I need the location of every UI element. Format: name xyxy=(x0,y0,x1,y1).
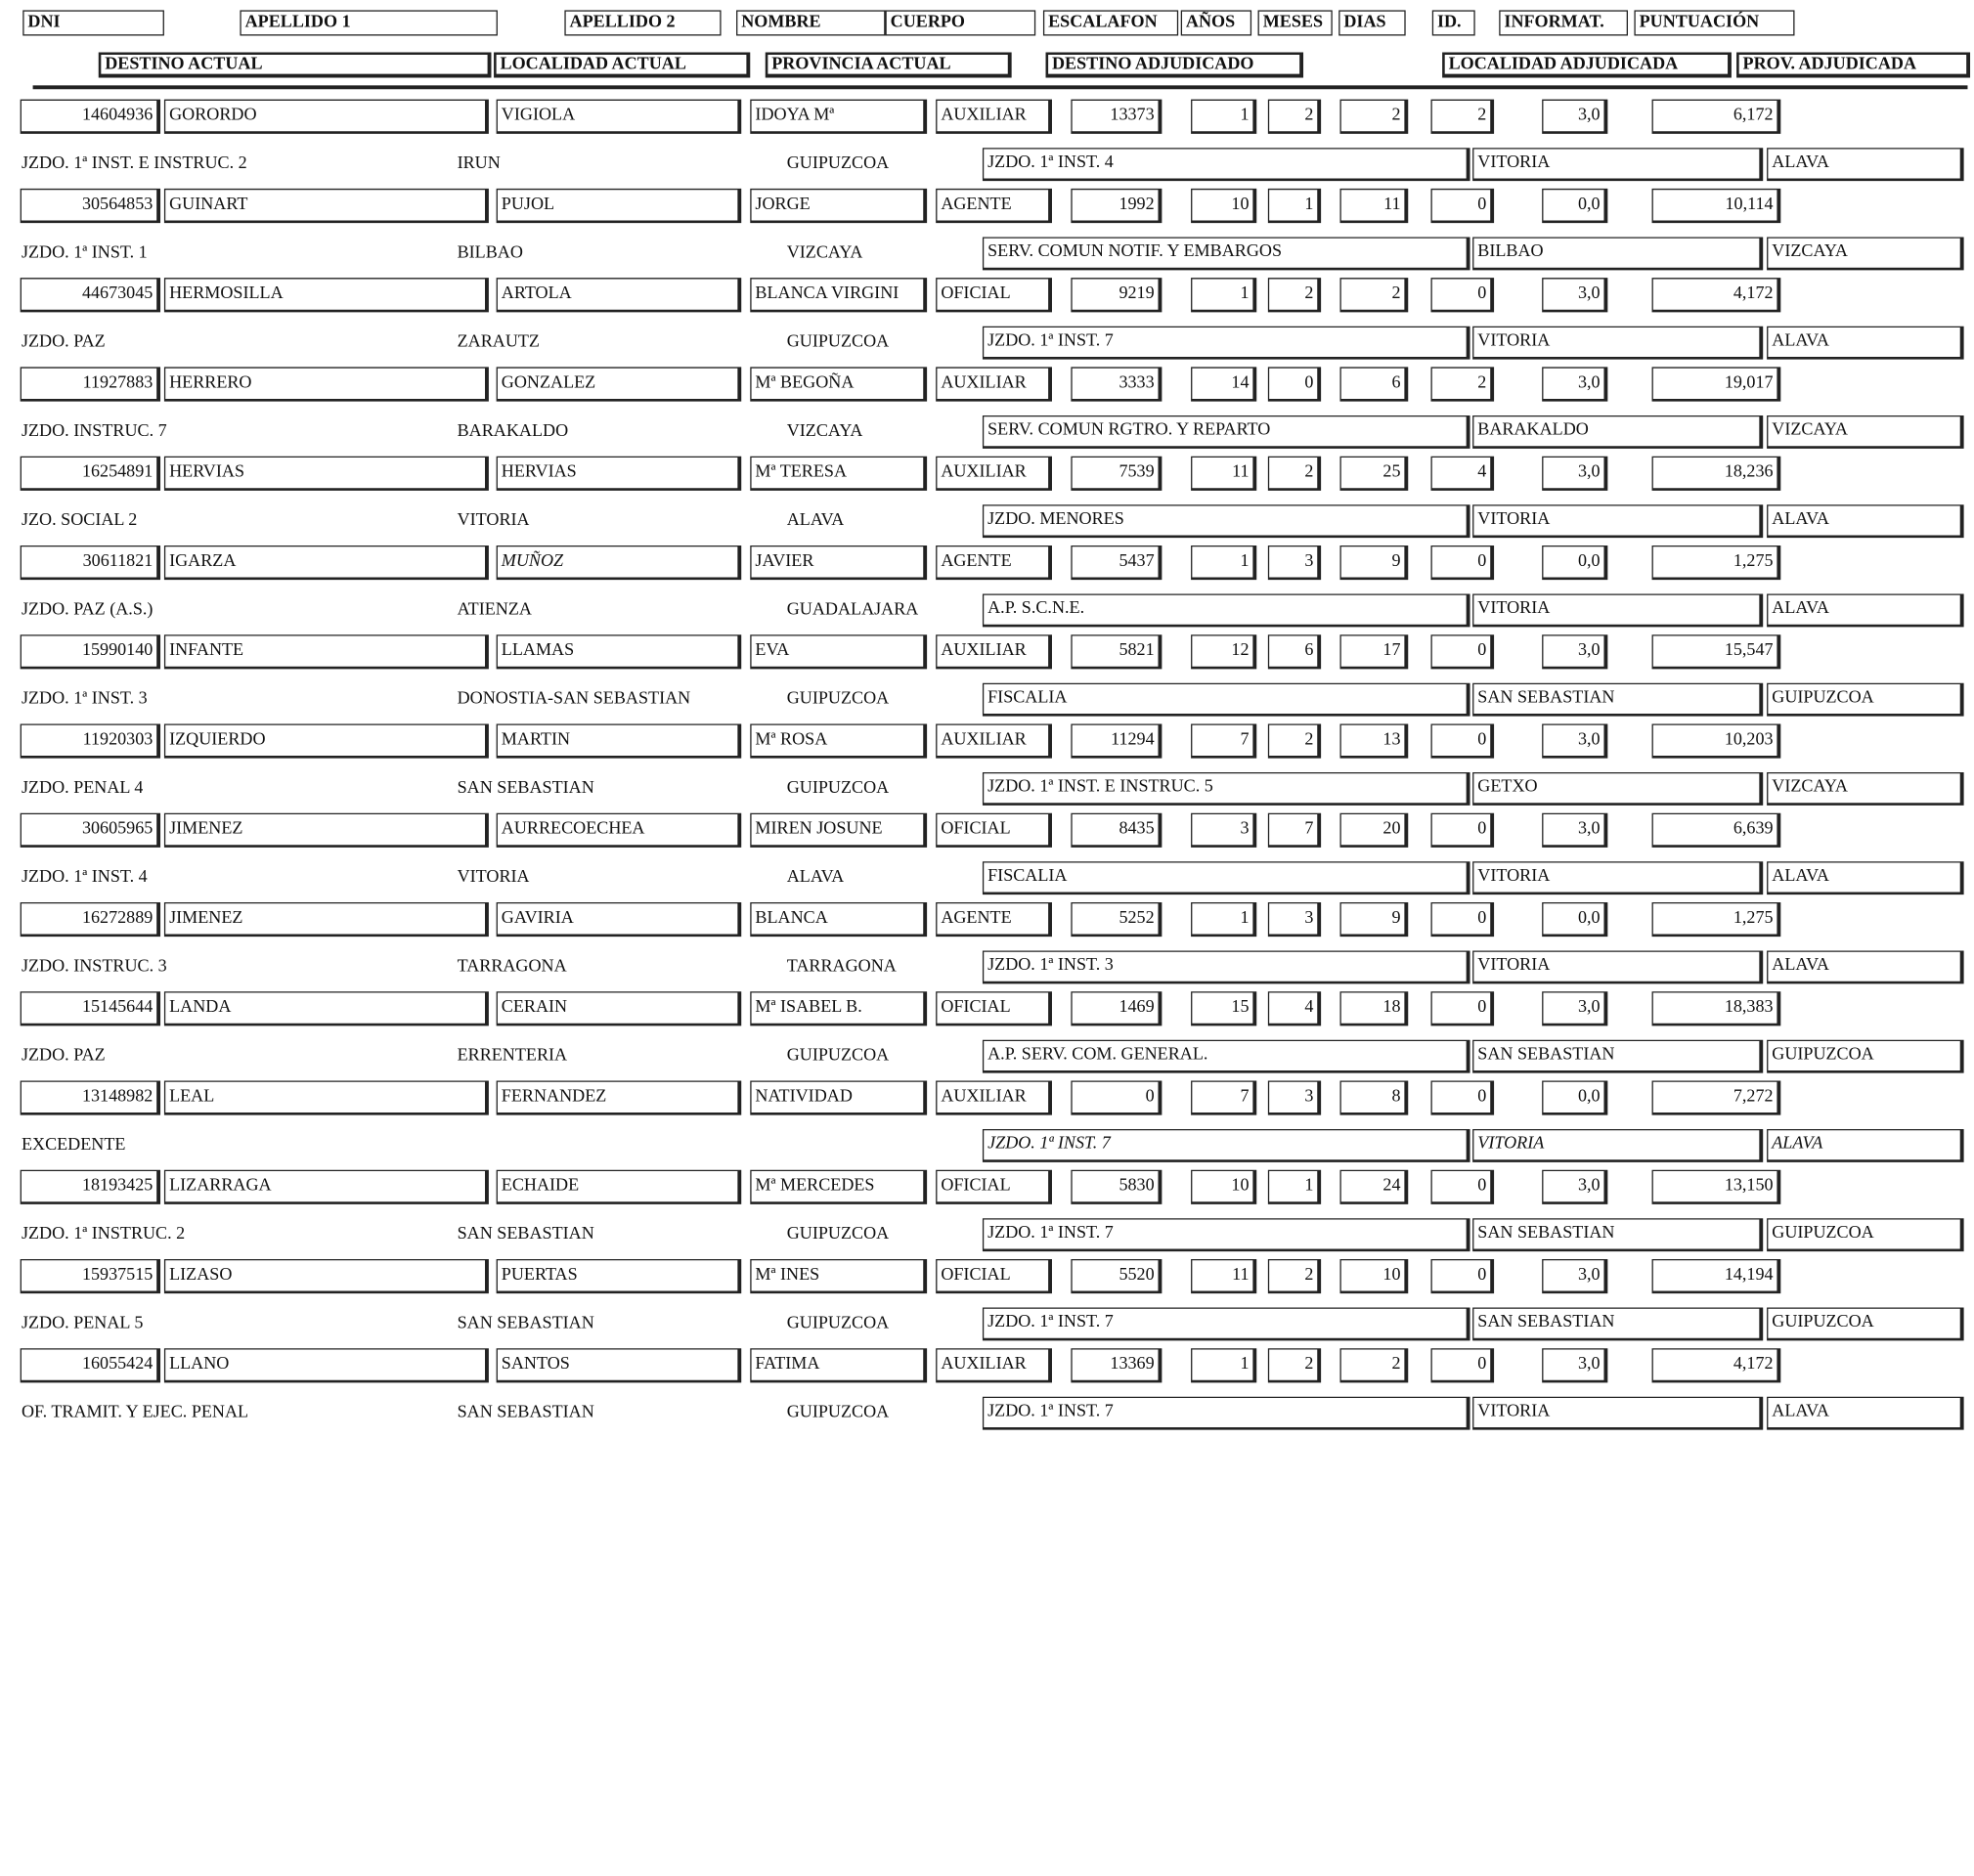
field-escalafon: 1469 xyxy=(1071,991,1162,1025)
field-destino-adjudicado: SERV. COMUN NOTIF. Y EMBARGOS xyxy=(983,237,1470,270)
field-informat: 3,0 xyxy=(1542,457,1607,491)
field-escalafon: 8435 xyxy=(1071,813,1162,848)
field-puntuacion: 13,150 xyxy=(1652,1170,1781,1204)
field-apellido2: FERNANDEZ xyxy=(497,1080,742,1114)
field-apellido1: LLANO xyxy=(164,1348,489,1382)
field-id: 0 xyxy=(1430,723,1494,758)
field-localidad-actual: VITORIA xyxy=(457,867,530,888)
header-rule xyxy=(33,85,1968,89)
field-destino-actual: JZDO. PAZ xyxy=(21,1046,106,1066)
field-meses: 7 xyxy=(1268,813,1321,848)
field-dias: 8 xyxy=(1339,1080,1408,1114)
field-anos: 3 xyxy=(1191,813,1256,848)
field-informat: 3,0 xyxy=(1542,1348,1607,1382)
field-meses: 2 xyxy=(1268,1348,1321,1382)
field-nombre: BLANCA VIRGINI xyxy=(750,278,927,312)
header-id: ID. xyxy=(1432,10,1475,35)
field-cuerpo: AGENTE xyxy=(936,902,1052,937)
field-destino-adjudicado: JZDO. 1ª INST. 7 xyxy=(983,327,1470,360)
field-localidad-actual: VITORIA xyxy=(457,510,530,531)
field-prov-adjudicada: ALAVA xyxy=(1767,148,1964,181)
field-apellido2: AURRECOECHEA xyxy=(497,813,742,848)
header-escalafon: ESCALAFON xyxy=(1043,10,1178,35)
field-provincia-actual: GUIPUZCOA xyxy=(786,1224,890,1244)
field-meses: 2 xyxy=(1268,100,1321,134)
field-id: 2 xyxy=(1430,100,1494,134)
field-prov-adjudicada: ALAVA xyxy=(1767,593,1964,627)
field-nombre: FATIMA xyxy=(750,1348,927,1382)
field-localidad-adjudicada: VITORIA xyxy=(1472,861,1763,894)
header-destino-adjudicado: DESTINO ADJUDICADO xyxy=(1046,52,1304,77)
field-nombre: MIREN JOSUNE xyxy=(750,813,927,848)
field-cuerpo: AUXILIAR xyxy=(936,100,1052,134)
field-provincia-actual: ALAVA xyxy=(786,867,845,888)
field-puntuacion: 14,194 xyxy=(1652,1259,1781,1293)
header-cuerpo: CUERPO xyxy=(885,10,1035,35)
field-puntuacion: 1,275 xyxy=(1652,545,1781,580)
field-nombre: Mª BEGOÑA xyxy=(750,367,927,401)
header-apellido2: APELLIDO 2 xyxy=(564,10,721,35)
field-cuerpo: OFICIAL xyxy=(936,1170,1052,1204)
field-prov-adjudicada: ALAVA xyxy=(1767,950,1964,983)
field-meses: 1 xyxy=(1268,1170,1321,1204)
field-apellido2: GAVIRIA xyxy=(497,902,742,937)
field-informat: 3,0 xyxy=(1542,367,1607,401)
field-apellido2: HERVIAS xyxy=(497,457,742,491)
field-cuerpo: AGENTE xyxy=(936,545,1052,580)
field-localidad-adjudicada: SAN SEBASTIAN xyxy=(1472,683,1763,717)
field-destino-actual: JZDO. 1ª INST. 4 xyxy=(21,867,148,888)
field-destino-adjudicado: JZDO. 1ª INST. 4 xyxy=(983,148,1470,181)
field-meses: 2 xyxy=(1268,723,1321,758)
field-puntuacion: 6,639 xyxy=(1652,813,1781,848)
field-apellido1: GORORDO xyxy=(164,100,489,134)
field-nombre: JAVIER xyxy=(750,545,927,580)
field-id: 0 xyxy=(1430,1348,1494,1382)
field-prov-adjudicada: GUIPUZCOA xyxy=(1767,683,1964,717)
field-anos: 1 xyxy=(1191,1348,1256,1382)
field-anos: 1 xyxy=(1191,902,1256,937)
field-id: 0 xyxy=(1430,1170,1494,1204)
field-dias: 20 xyxy=(1339,813,1408,848)
field-cuerpo: AGENTE xyxy=(936,189,1052,223)
field-escalafon: 13373 xyxy=(1071,100,1162,134)
field-localidad-adjudicada: VITORIA xyxy=(1472,593,1763,627)
field-prov-adjudicada: ALAVA xyxy=(1767,327,1964,360)
field-meses: 0 xyxy=(1268,367,1321,401)
field-anos: 10 xyxy=(1191,189,1256,223)
field-informat: 3,0 xyxy=(1542,813,1607,848)
field-destino-actual: JZDO. PAZ (A.S.) xyxy=(21,599,154,620)
field-id: 0 xyxy=(1430,1080,1494,1114)
field-escalafon: 3333 xyxy=(1071,367,1162,401)
field-dni: 11920303 xyxy=(21,723,160,758)
field-apellido2: VIGIOLA xyxy=(497,100,742,134)
field-localidad-adjudicada: VITORIA xyxy=(1472,504,1763,538)
field-id: 0 xyxy=(1430,634,1494,669)
field-prov-adjudicada: GUIPUZCOA xyxy=(1767,1218,1964,1251)
field-escalafon: 1992 xyxy=(1071,189,1162,223)
field-apellido2: MUÑOZ xyxy=(497,545,742,580)
field-meses: 2 xyxy=(1268,1259,1321,1293)
field-puntuacion: 10,114 xyxy=(1652,189,1781,223)
field-destino-actual: JZDO. INSTRUC. 3 xyxy=(21,957,167,977)
field-puntuacion: 7,272 xyxy=(1652,1080,1781,1114)
field-destino-actual: JZDO. 1ª INST. E INSTRUC. 2 xyxy=(21,153,247,174)
field-localidad-adjudicada: VITORIA xyxy=(1472,950,1763,983)
field-nombre: Mª ISABEL B. xyxy=(750,991,927,1025)
field-dias: 6 xyxy=(1339,367,1408,401)
field-meses: 3 xyxy=(1268,545,1321,580)
field-dias: 10 xyxy=(1339,1259,1408,1293)
field-prov-adjudicada: GUIPUZCOA xyxy=(1767,1040,1964,1073)
field-apellido2: LLAMAS xyxy=(497,634,742,669)
field-escalafon: 13369 xyxy=(1071,1348,1162,1382)
field-dni: 15145644 xyxy=(21,991,160,1025)
field-localidad-actual: IRUN xyxy=(457,153,501,174)
field-localidad-adjudicada: VITORIA xyxy=(1472,1129,1763,1162)
field-destino-actual: EXCEDENTE xyxy=(21,1135,126,1156)
field-apellido1: LIZASO xyxy=(164,1259,489,1293)
field-provincia-actual: ALAVA xyxy=(786,510,845,531)
header-prov-adjudicada: PROV. ADJUDICADA xyxy=(1736,52,1970,77)
field-cuerpo: OFICIAL xyxy=(936,1259,1052,1293)
field-prov-adjudicada: ALAVA xyxy=(1767,1397,1964,1430)
field-cuerpo: AUXILIAR xyxy=(936,634,1052,669)
field-nombre: JORGE xyxy=(750,189,927,223)
field-informat: 0,0 xyxy=(1542,1080,1607,1114)
field-localidad-actual: SAN SEBASTIAN xyxy=(457,1224,594,1244)
field-informat: 3,0 xyxy=(1542,991,1607,1025)
field-apellido1: INFANTE xyxy=(164,634,489,669)
header-anos: AÑOS xyxy=(1181,10,1251,35)
field-informat: 3,0 xyxy=(1542,278,1607,312)
field-id: 0 xyxy=(1430,545,1494,580)
field-informat: 3,0 xyxy=(1542,723,1607,758)
field-puntuacion: 19,017 xyxy=(1652,367,1781,401)
field-localidad-actual: SAN SEBASTIAN xyxy=(457,1403,594,1422)
field-dias: 13 xyxy=(1339,723,1408,758)
field-dias: 24 xyxy=(1339,1170,1408,1204)
field-anos: 1 xyxy=(1191,545,1256,580)
field-dias: 2 xyxy=(1339,1348,1408,1382)
field-destino-adjudicado: JZDO. 1ª INST. 7 xyxy=(983,1307,1470,1340)
field-apellido2: ARTOLA xyxy=(497,278,742,312)
field-apellido2: PUJOL xyxy=(497,189,742,223)
field-informat: 0,0 xyxy=(1542,902,1607,937)
field-cuerpo: AUXILIAR xyxy=(936,723,1052,758)
header-dni: DNI xyxy=(22,10,164,35)
field-localidad-actual: TARRAGONA xyxy=(457,957,567,977)
field-localidad-adjudicada: VITORIA xyxy=(1472,327,1763,360)
field-dni: 16254891 xyxy=(21,457,160,491)
field-id: 0 xyxy=(1430,991,1494,1025)
field-informat: 3,0 xyxy=(1542,100,1607,134)
header-meses: MESES xyxy=(1258,10,1333,35)
field-anos: 10 xyxy=(1191,1170,1256,1204)
field-apellido1: HERVIAS xyxy=(164,457,489,491)
field-provincia-actual: TARRAGONA xyxy=(786,957,897,977)
field-nombre: NATIVIDAD xyxy=(750,1080,927,1114)
field-destino-adjudicado: A.P. S.C.N.E. xyxy=(983,593,1470,627)
field-id: 0 xyxy=(1430,189,1494,223)
field-localidad-adjudicada: VITORIA xyxy=(1472,1397,1763,1430)
field-dni: 11927883 xyxy=(21,367,160,401)
field-localidad-actual: BILBAO xyxy=(457,242,523,263)
field-nombre: Mª TERESA xyxy=(750,457,927,491)
field-id: 0 xyxy=(1430,1259,1494,1293)
field-dias: 25 xyxy=(1339,457,1408,491)
field-destino-actual: JZDO. 1ª INSTRUC. 2 xyxy=(21,1224,186,1244)
field-escalafon: 0 xyxy=(1071,1080,1162,1114)
field-nombre: Mª ROSA xyxy=(750,723,927,758)
field-prov-adjudicada: VIZCAYA xyxy=(1767,415,1964,449)
field-escalafon: 5821 xyxy=(1071,634,1162,669)
header-localidad-adjudicada: LOCALIDAD ADJUDICADA xyxy=(1442,52,1732,77)
field-cuerpo: OFICIAL xyxy=(936,991,1052,1025)
field-dias: 9 xyxy=(1339,545,1408,580)
field-provincia-actual: GUADALAJARA xyxy=(786,599,919,620)
field-id: 4 xyxy=(1430,457,1494,491)
field-destino-adjudicado: A.P. SERV. COM. GENERAL. xyxy=(983,1040,1470,1073)
field-meses: 4 xyxy=(1268,991,1321,1025)
field-informat: 3,0 xyxy=(1542,1170,1607,1204)
field-puntuacion: 4,172 xyxy=(1652,278,1781,312)
field-id: 0 xyxy=(1430,278,1494,312)
header-nombre: NOMBRE xyxy=(736,10,885,35)
field-informat: 3,0 xyxy=(1542,1259,1607,1293)
field-nombre: EVA xyxy=(750,634,927,669)
field-localidad-actual: SAN SEBASTIAN xyxy=(457,1314,594,1333)
field-meses: 6 xyxy=(1268,634,1321,669)
field-apellido1: HERRERO xyxy=(164,367,489,401)
field-puntuacion: 18,236 xyxy=(1652,457,1781,491)
field-apellido2: ECHAIDE xyxy=(497,1170,742,1204)
field-cuerpo: OFICIAL xyxy=(936,813,1052,848)
field-escalafon: 5520 xyxy=(1071,1259,1162,1293)
field-cuerpo: AUXILIAR xyxy=(936,1080,1052,1114)
field-cuerpo: OFICIAL xyxy=(936,278,1052,312)
field-localidad-actual: DONOSTIA-SAN SEBASTIAN xyxy=(457,689,691,709)
field-localidad-adjudicada: VITORIA xyxy=(1472,148,1763,181)
field-dni: 44673045 xyxy=(21,278,160,312)
field-meses: 2 xyxy=(1268,457,1321,491)
field-provincia-actual: GUIPUZCOA xyxy=(786,1403,890,1422)
field-dias: 2 xyxy=(1339,100,1408,134)
field-apellido2: CERAIN xyxy=(497,991,742,1025)
field-cuerpo: AUXILIAR xyxy=(936,367,1052,401)
field-localidad-adjudicada: BILBAO xyxy=(1472,237,1763,270)
field-informat: 0,0 xyxy=(1542,545,1607,580)
field-prov-adjudicada: ALAVA xyxy=(1767,861,1964,894)
field-puntuacion: 6,172 xyxy=(1652,100,1781,134)
field-escalafon: 7539 xyxy=(1071,457,1162,491)
field-dias: 18 xyxy=(1339,991,1408,1025)
field-cuerpo: AUXILIAR xyxy=(936,457,1052,491)
field-localidad-adjudicada: SAN SEBASTIAN xyxy=(1472,1218,1763,1251)
field-apellido1: GUINART xyxy=(164,189,489,223)
field-destino-actual: JZO. SOCIAL 2 xyxy=(21,510,138,531)
field-provincia-actual: VIZCAYA xyxy=(786,242,863,263)
field-provincia-actual: VIZCAYA xyxy=(786,421,863,442)
field-id: 0 xyxy=(1430,902,1494,937)
field-apellido1: JIMENEZ xyxy=(164,902,489,937)
field-puntuacion: 1,275 xyxy=(1652,902,1781,937)
field-dias: 2 xyxy=(1339,278,1408,312)
field-destino-adjudicado: JZDO. 1ª INST. 7 xyxy=(983,1397,1470,1430)
header-apellido1: APELLIDO 1 xyxy=(240,10,498,35)
field-apellido2: GONZALEZ xyxy=(497,367,742,401)
field-anos: 11 xyxy=(1191,457,1256,491)
field-apellido1: IGARZA xyxy=(164,545,489,580)
header-destino-actual: DESTINO ACTUAL xyxy=(99,52,492,77)
field-localidad-actual: ERRENTERIA xyxy=(457,1046,568,1066)
field-destino-actual: JZDO. INSTRUC. 7 xyxy=(21,421,167,442)
field-meses: 2 xyxy=(1268,278,1321,312)
field-dias: 11 xyxy=(1339,189,1408,223)
field-destino-adjudicado: FISCALIA xyxy=(983,861,1470,894)
field-destino-adjudicado: SERV. COMUN RGTRO. Y REPARTO xyxy=(983,415,1470,449)
field-apellido1: IZQUIERDO xyxy=(164,723,489,758)
field-dias: 17 xyxy=(1339,634,1408,669)
field-apellido2: MARTIN xyxy=(497,723,742,758)
field-meses: 3 xyxy=(1268,1080,1321,1114)
field-provincia-actual: GUIPUZCOA xyxy=(786,1046,890,1066)
field-localidad-actual: ATIENZA xyxy=(457,599,532,620)
field-dni: 16055424 xyxy=(21,1348,160,1382)
field-localidad-actual: ZARAUTZ xyxy=(457,332,540,352)
field-puntuacion: 4,172 xyxy=(1652,1348,1781,1382)
field-dni: 15937515 xyxy=(21,1259,160,1293)
field-cuerpo: AUXILIAR xyxy=(936,1348,1052,1382)
field-prov-adjudicada: ALAVA xyxy=(1767,504,1964,538)
field-apellido1: JIMENEZ xyxy=(164,813,489,848)
field-anos: 15 xyxy=(1191,991,1256,1025)
field-localidad-actual: SAN SEBASTIAN xyxy=(457,778,594,799)
field-apellido1: HERMOSILLA xyxy=(164,278,489,312)
field-provincia-actual: GUIPUZCOA xyxy=(786,689,890,709)
field-anos: 14 xyxy=(1191,367,1256,401)
field-apellido1: LEAL xyxy=(164,1080,489,1114)
field-destino-adjudicado: JZDO. 1ª INST. E INSTRUC. 5 xyxy=(983,772,1470,806)
field-destino-actual: JZDO. PAZ xyxy=(21,332,106,352)
field-provincia-actual: GUIPUZCOA xyxy=(786,332,890,352)
field-puntuacion: 15,547 xyxy=(1652,634,1781,669)
field-apellido2: PUERTAS xyxy=(497,1259,742,1293)
header-puntuacion: PUNTUACIÓN xyxy=(1634,10,1794,35)
field-dni: 30605965 xyxy=(21,813,160,848)
field-destino-adjudicado: JZDO. 1ª INST. 7 xyxy=(983,1218,1470,1251)
field-nombre: Mª MERCEDES xyxy=(750,1170,927,1204)
header-provincia-actual: PROVINCIA ACTUAL xyxy=(766,52,1012,77)
field-destino-actual: JZDO. PENAL 5 xyxy=(21,1314,144,1333)
field-localidad-adjudicada: GETXO xyxy=(1472,772,1763,806)
field-apellido1: LANDA xyxy=(164,991,489,1025)
field-provincia-actual: GUIPUZCOA xyxy=(786,778,890,799)
field-anos: 12 xyxy=(1191,634,1256,669)
header-informat: INFORMAT. xyxy=(1499,10,1628,35)
field-destino-actual: JZDO. PENAL 4 xyxy=(21,778,144,799)
field-destino-adjudicado: FISCALIA xyxy=(983,683,1470,717)
field-informat: 3,0 xyxy=(1542,634,1607,669)
field-anos: 11 xyxy=(1191,1259,1256,1293)
field-localidad-adjudicada: SAN SEBASTIAN xyxy=(1472,1307,1763,1340)
field-anos: 1 xyxy=(1191,100,1256,134)
field-localidad-adjudicada: SAN SEBASTIAN xyxy=(1472,1040,1763,1073)
field-escalafon: 5252 xyxy=(1071,902,1162,937)
field-provincia-actual: GUIPUZCOA xyxy=(786,1314,890,1333)
field-dni: 30564853 xyxy=(21,189,160,223)
field-meses: 3 xyxy=(1268,902,1321,937)
field-prov-adjudicada: VIZCAYA xyxy=(1767,772,1964,806)
field-destino-adjudicado: JZDO. 1ª INST. 7 xyxy=(983,1129,1470,1162)
field-informat: 0,0 xyxy=(1542,189,1607,223)
field-prov-adjudicada: GUIPUZCOA xyxy=(1767,1307,1964,1340)
field-nombre: IDOYA Mª xyxy=(750,100,927,134)
field-prov-adjudicada: ALAVA xyxy=(1767,1129,1964,1162)
field-dni: 18193425 xyxy=(21,1170,160,1204)
field-id: 2 xyxy=(1430,367,1494,401)
field-anos: 1 xyxy=(1191,278,1256,312)
field-dni: 14604936 xyxy=(21,100,160,134)
field-destino-actual: JZDO. 1ª INST. 3 xyxy=(21,689,148,709)
field-escalafon: 5437 xyxy=(1071,545,1162,580)
field-puntuacion: 10,203 xyxy=(1652,723,1781,758)
field-dni: 16272889 xyxy=(21,902,160,937)
field-nombre: Mª INES xyxy=(750,1259,927,1293)
field-puntuacion: 18,383 xyxy=(1652,991,1781,1025)
field-destino-adjudicado: JZDO. 1ª INST. 3 xyxy=(983,950,1470,983)
field-destino-actual: JZDO. 1ª INST. 1 xyxy=(21,242,148,263)
header-localidad-actual: LOCALIDAD ACTUAL xyxy=(494,52,750,77)
field-id: 0 xyxy=(1430,813,1494,848)
field-anos: 7 xyxy=(1191,723,1256,758)
field-destino-actual: OF. TRAMIT. Y EJEC. PENAL xyxy=(21,1403,249,1422)
field-apellido2: SANTOS xyxy=(497,1348,742,1382)
field-escalafon: 9219 xyxy=(1071,278,1162,312)
field-dni: 15990140 xyxy=(21,634,160,669)
field-nombre: BLANCA xyxy=(750,902,927,937)
field-localidad-adjudicada: BARAKALDO xyxy=(1472,415,1763,449)
header-dias: DIAS xyxy=(1338,10,1405,35)
field-provincia-actual: GUIPUZCOA xyxy=(786,153,890,174)
field-escalafon: 11294 xyxy=(1071,723,1162,758)
field-apellido1: LIZARRAGA xyxy=(164,1170,489,1204)
field-anos: 7 xyxy=(1191,1080,1256,1114)
field-escalafon: 5830 xyxy=(1071,1170,1162,1204)
field-prov-adjudicada: VIZCAYA xyxy=(1767,237,1964,270)
field-dni: 30611821 xyxy=(21,545,160,580)
field-meses: 1 xyxy=(1268,189,1321,223)
field-localidad-actual: BARAKALDO xyxy=(457,421,569,442)
field-destino-adjudicado: JZDO. MENORES xyxy=(983,504,1470,538)
field-dias: 9 xyxy=(1339,902,1408,937)
field-dni: 13148982 xyxy=(21,1080,160,1114)
